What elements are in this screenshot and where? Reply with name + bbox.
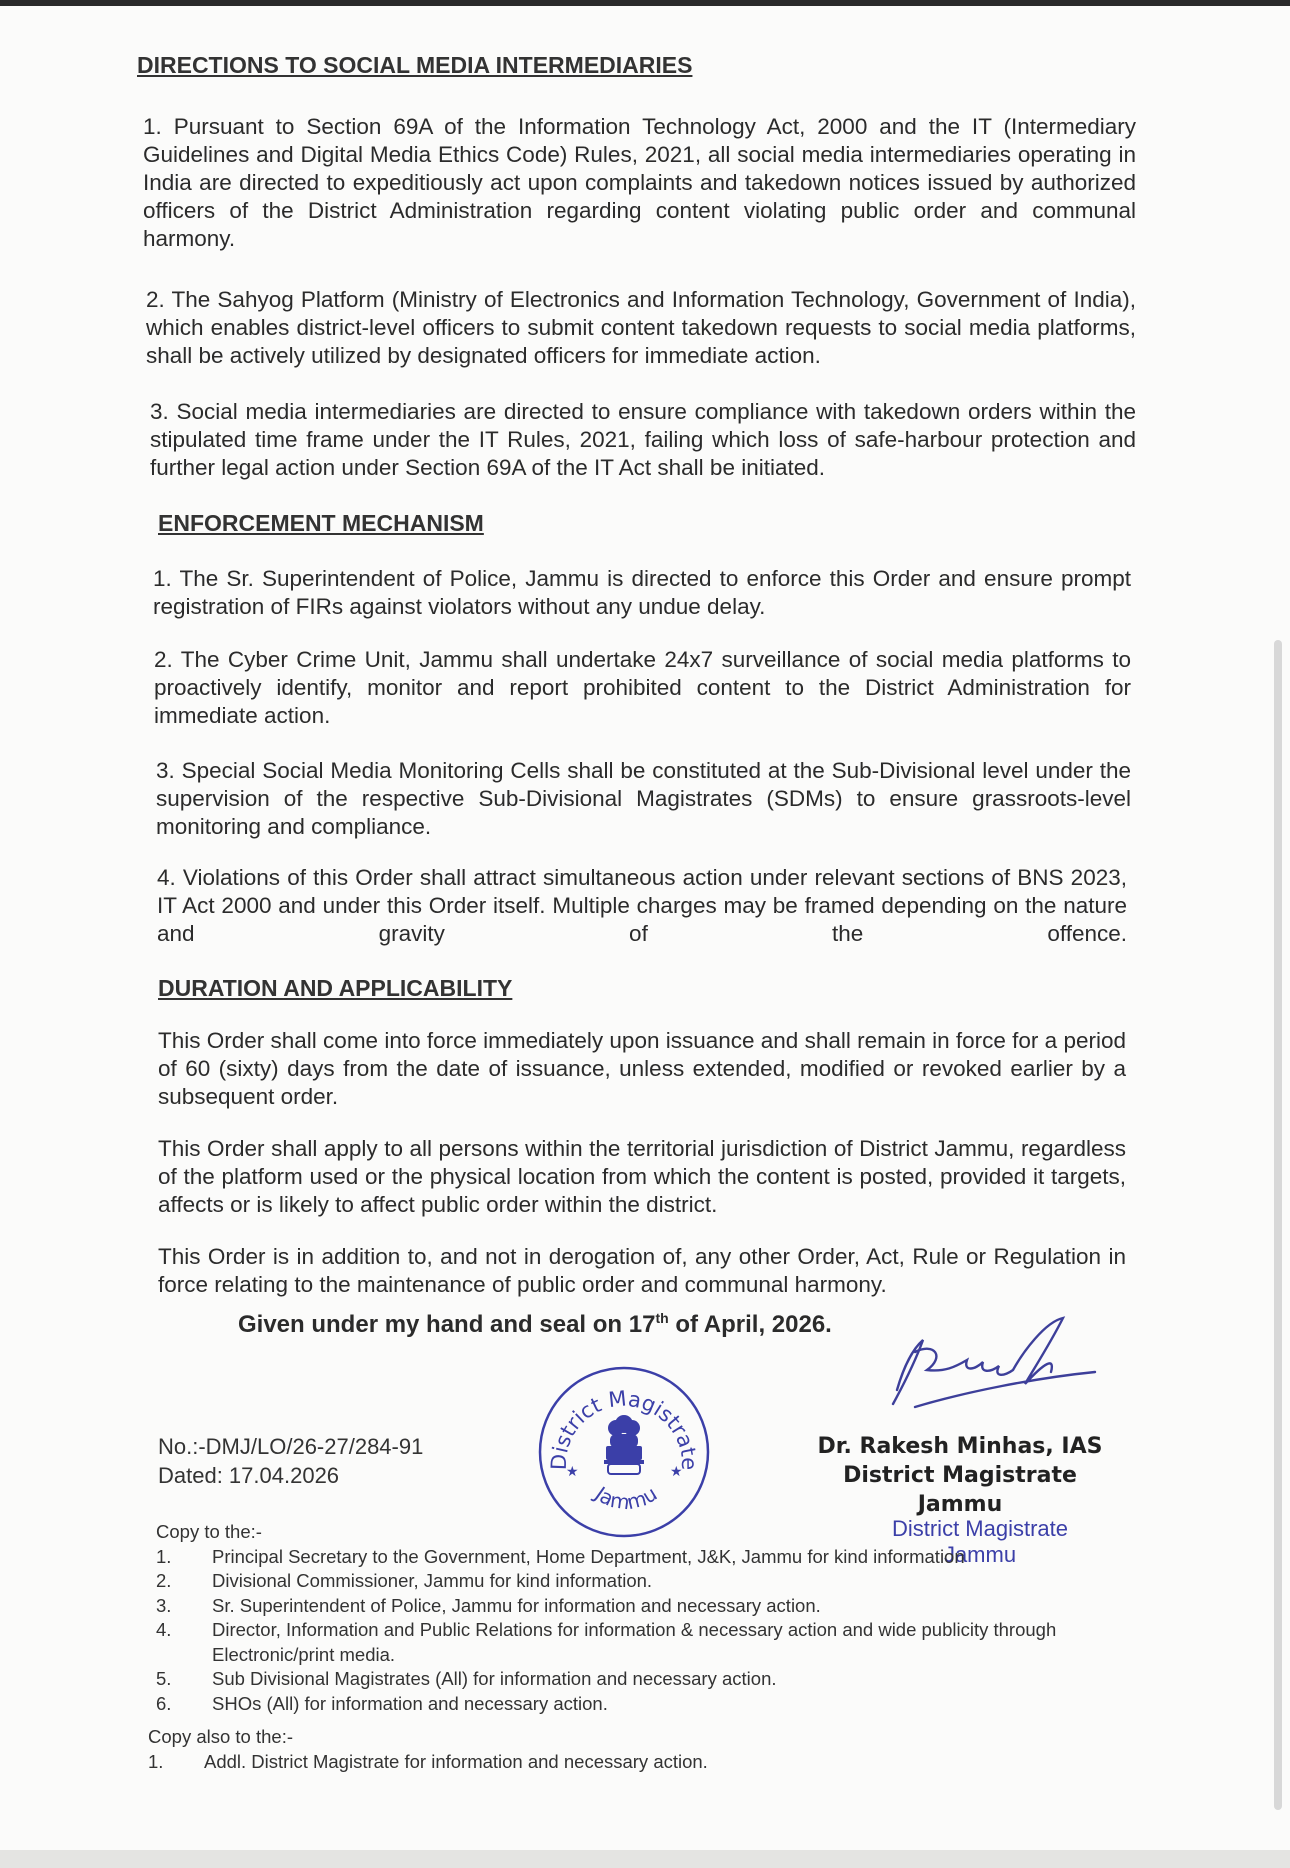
list-item-text: SHOs (All) for information and necessary action. xyxy=(212,1692,608,1714)
copy-also-label: Copy also to the:- xyxy=(148,1726,293,1747)
given-prefix: Given under my hand and seal on 17 xyxy=(238,1311,656,1338)
list-item xyxy=(148,1750,1128,1775)
list-item-number: 4. xyxy=(156,1619,172,1640)
district-magistrate-seal xyxy=(536,1364,712,1540)
list-item xyxy=(156,1667,1136,1692)
enforcement-paragraph-4: 4. Violations of this Order shall attract simultaneous action under relevant sections of BNS 2023, IT Act 2000 and under this Order itself. Multiple charges may be framed depending on the nature and gravity of the offence. xyxy=(157,865,1127,946)
list-item-text: Sub Divisional Magistrates (All) for information and necessary action. xyxy=(212,1668,777,1689)
seal-bottom-text: Jammu xyxy=(590,1481,662,1515)
list-item-text: Director, Information and Public Relations for information & necessary action and wide publicity through Electronic/print media. xyxy=(212,1619,1057,1665)
given-under-hand-line xyxy=(238,1310,832,1339)
stamp-line-2: Jammu xyxy=(943,1542,1017,1567)
reference-number: No.:-DMJ/LO/26-27/284-91 xyxy=(158,1434,424,1459)
copy-also-list xyxy=(148,1725,1128,1774)
star-icon: ★ xyxy=(670,1464,683,1480)
list-item xyxy=(156,1594,1136,1619)
directions-paragraph-1: 1. Pursuant to Section 69A of the Information Technology Act, 2000 and the IT (Intermediary Guidelines and Digital Media Ethics Code) Rules, 2021, all social media intermediaries operating in India are directed to expeditiously act upon complaints and takedown notices issued by authorized officers of the District Administration regarding content violating public order and communal harmony. xyxy=(143,114,1136,251)
list-item-number: 6. xyxy=(156,1692,172,1714)
list-item-text: Divisional Commissioner, Jammu for kind information. xyxy=(212,1570,653,1591)
emblem-icon xyxy=(604,1415,644,1474)
scrollbar[interactable] xyxy=(1274,640,1282,1810)
list-item-number: 2. xyxy=(156,1570,172,1591)
duration-paragraph-2: This Order shall apply to all persons within the territorial jurisdiction of District Jammu, regardless of the platform used or the physical location from which the content is posted, provided it targets, affects or is likely to affect public order within the district. xyxy=(158,1136,1126,1217)
given-suffix: of April, 2026. xyxy=(668,1311,832,1338)
signatory-block xyxy=(815,1432,1105,1519)
duration-paragraph-3: This Order is in addition to, and not in derogation of, any other Order, Act, Rule or Regulation in force relating to the maintenance of public order and communal harmony. xyxy=(158,1244,1126,1297)
list-item-number: 5. xyxy=(156,1668,172,1689)
given-superscript: th xyxy=(655,1310,669,1326)
directions-paragraph-2: 2. The Sahyog Platform (Ministry of Electronics and Information Technology, Government of India), which enables district-level officers to submit content takedown requests to social media platforms, shall be actively utilized by designated officers for immediate action. xyxy=(146,287,1136,368)
directions-paragraph-3: 3. Social media intermediaries are directed to ensure compliance with takedown orders within the stipulated time frame under the IT Rules, 2021, failing which loss of safe-harbour protection and further legal action under Section 69A of the IT Act shall be initiated. xyxy=(150,399,1136,480)
enforcement-paragraph-2: 2. The Cyber Crime Unit, Jammu shall undertake 24x7 surveillance of social media platforms to proactively identify, monitor and report prohibited content to the District Administration for immediate action. xyxy=(154,647,1131,728)
list-item xyxy=(156,1618,1136,1667)
reference-date: Dated: 17.04.2026 xyxy=(158,1463,340,1488)
bottom-shade xyxy=(0,1850,1290,1868)
seal-top-text: District Magistrate xyxy=(546,1386,702,1471)
duration-paragraph-1: This Order shall come into force immediately upon issuance and shall remain in force for a period of 60 (sixty) days from the date of issuance, unless extended, modified or revoked earlier by a subsequent order. xyxy=(158,1028,1126,1109)
section-heading-enforcement: ENFORCEMENT MECHANISM xyxy=(158,510,484,536)
list-item xyxy=(156,1569,1136,1594)
list-item-text: Principal Secretary to the Government, Home Department, J&K, Jammu for kind information xyxy=(212,1545,965,1567)
signatory-designation: District Magistrate xyxy=(843,1463,1077,1488)
list-item-number: 1. xyxy=(156,1545,172,1567)
list-item-number: 1. xyxy=(148,1750,164,1772)
enforcement-paragraph-1: 1. The Sr. Superintendent of Police, Jammu is directed to enforce this Order and ensure prompt registration of FIRs against violators without any undue delay. xyxy=(153,566,1131,619)
copy-to-list xyxy=(156,1520,1136,1716)
list-item-number: 3. xyxy=(156,1594,172,1616)
enforcement-paragraph-3: 3. Special Social Media Monitoring Cells shall be constituted at the Sub-Divisional level under the supervision of the respective Sub-Divisional Magistrates (SDMs) to ensure grassroots-level monitoring and compliance. xyxy=(156,758,1131,839)
reference-block xyxy=(158,1432,423,1490)
list-item xyxy=(156,1692,1136,1717)
handwritten-signature xyxy=(875,1312,1105,1432)
section-heading-duration: DURATION AND APPLICABILITY xyxy=(158,975,513,1001)
star-icon: ★ xyxy=(566,1464,579,1480)
list-item-text: Addl. District Magistrate for information and necessary action. xyxy=(204,1750,708,1772)
section-heading-directions: DIRECTIONS TO SOCIAL MEDIA INTERMEDIARIES xyxy=(137,52,693,78)
copy-to-label: Copy to the:- xyxy=(156,1521,262,1542)
stamp-line-1: District Magistrate xyxy=(891,1516,1069,1541)
list-item-text: Sr. Superintendent of Police, Jammu for information and necessary action. xyxy=(212,1594,821,1616)
signatory-place: Jammu xyxy=(917,1492,1003,1517)
signatory-name: Dr. Rakesh Minhas, IAS xyxy=(817,1434,1103,1459)
list-item xyxy=(156,1545,1136,1570)
